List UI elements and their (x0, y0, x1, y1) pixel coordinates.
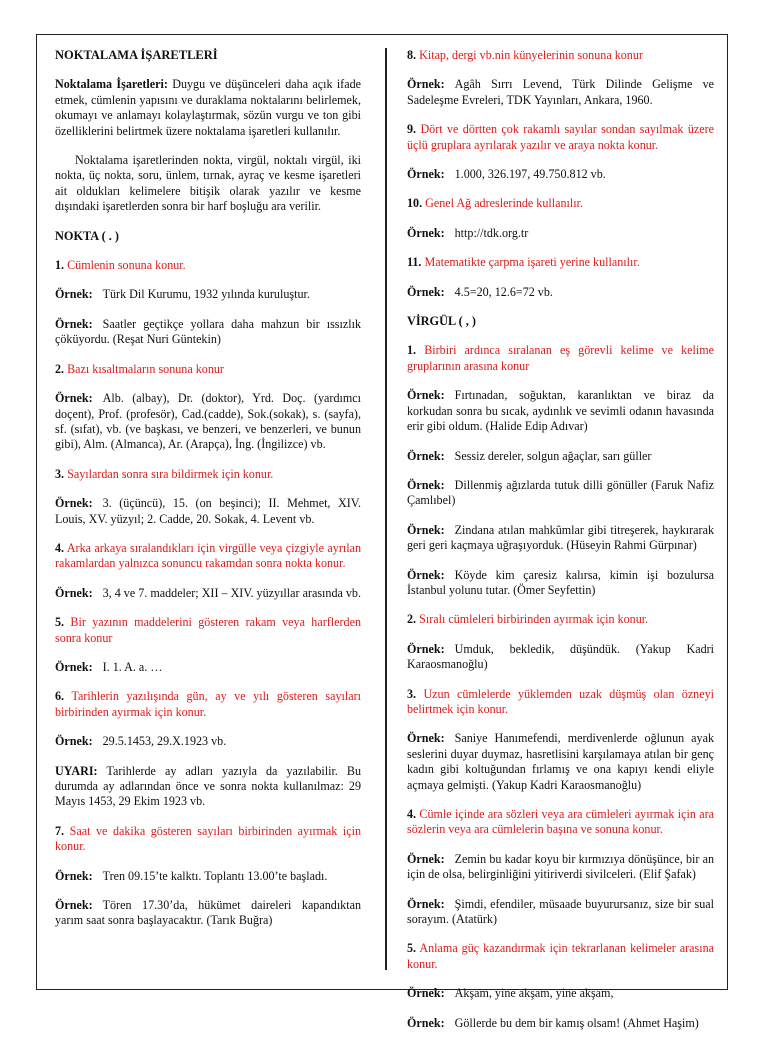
warning-note (55, 764, 361, 810)
rule-item (55, 362, 361, 377)
nokta-rules-right (407, 48, 714, 300)
rule-number: 10. (407, 196, 423, 211)
example-label: Örnek: (407, 851, 445, 866)
virgul-rules (407, 343, 714, 1031)
example-item (407, 852, 714, 883)
example-item (55, 317, 361, 348)
rule-text: Bir yazının maddelerini gösteren rakam veya harflerden sonra konur (55, 615, 361, 645)
example-label: Örnek: (55, 868, 93, 883)
warning-label: UYARI: (55, 763, 98, 778)
section-heading-nokta: NOKTA ( . ) (55, 228, 119, 243)
example-item (407, 897, 714, 928)
rule-text: Kitap, dergi vb.nin künyelerinin sonuna konur (419, 48, 643, 62)
rule-number: 3. (407, 686, 417, 701)
rule-item (407, 807, 714, 838)
example-text: Agâh Sırrı Levend, Türk Dilinde Gelişme ve Sadeleşme Evreleri, TDK Yayınları, Ankara, 1960. (407, 77, 714, 107)
rule-item (407, 122, 714, 153)
example-item (407, 568, 714, 599)
example-text: Göllerde bu dem bir kamış olsam! (Ahmet Haşim) (454, 1015, 699, 1030)
example-item (407, 226, 714, 241)
nokta-rule-7 (55, 824, 361, 929)
example-label: Örnek: (55, 316, 93, 331)
left-column (55, 48, 361, 943)
example-text: 3. (üçüncü), 15. (on beşinci); II. Mehmet, XIV. Louis, XV. yüzyıl; 2. Cadde, 20. Sokak, 4. Levent vb. (55, 496, 361, 526)
rule-number: 1. (55, 258, 65, 273)
rule-number: 4. (407, 807, 417, 821)
rule-item (407, 687, 714, 718)
rule-text: Tarihlerin yazılışında gün, ay ve yılı gösteren sayıları birbirinden ayırmak için konur. (55, 689, 361, 719)
example-item (407, 77, 714, 108)
example-text: Türk Dil Kurumu, 1932 yılında kuruluştur. (102, 287, 310, 302)
example-text: Tören 17.30’da, hükümet daireleri kapandıktan yarım saat sonra başlayacaktır. (Tarık Buğra) (55, 898, 361, 928)
example-item (407, 449, 714, 464)
rule-number: 3. (55, 466, 65, 481)
intro-term: Noktalama İşaretleri: (55, 77, 168, 92)
example-item (55, 391, 361, 453)
rule-text: Dört ve dörtten çok rakamlı sayılar sondan sayılmak üzere üçlü gruplara ayrılarak yazılır ve araya nokta konur. (407, 122, 714, 152)
example-label: Örnek: (55, 287, 93, 302)
example-label: Örnek: (407, 731, 445, 746)
rule-number: 9. (407, 122, 417, 137)
example-label: Örnek: (407, 522, 445, 537)
example-label: Örnek: (407, 77, 445, 92)
example-text: Sessiz dereler, solgun ağaçlar, sarı güller (454, 448, 652, 463)
example-label: Örnek: (55, 734, 93, 749)
column-divider (385, 48, 387, 970)
example-label: Örnek: (55, 659, 93, 674)
rule-number: 5. (407, 941, 417, 956)
example-label: Örnek: (55, 898, 93, 913)
example-text: Zindana atılan mahkûmlar gibi titreşerek, haykırarak geri geri kaçmaya uğraşıyorduk. (Hüseyin Rahmi Gürpınar) (407, 522, 714, 553)
rule-number: 7. (55, 823, 65, 838)
rule-item (407, 48, 714, 63)
rule-text: Saat ve dakika gösteren sayıları birbirinden ayırmak için konur. (55, 823, 361, 854)
example-text: Fırtınadan, soğuktan, karanlıktan ve biraz da korkudan sonra bu sıcak, aydınlık ve sevimli odanın havasında erir gibi oldum. (Halide Edip Adıvar) (407, 388, 714, 434)
example-text: Akşam, yine akşam, yine akşam, (454, 986, 614, 1001)
example-label: Örnek: (55, 496, 93, 511)
example-text: 29.5.1453, 29.X.1923 vb. (102, 734, 227, 749)
section-heading-virgul: VİRGÜL ( , ) (407, 314, 477, 329)
example-text: 1.000, 326.197, 49.750.812 vb. (454, 167, 606, 182)
rule-number: 2. (407, 612, 417, 627)
rule-text: Arka arkaya sıralandıkları için virgülle veya çizgiyle ayrılan rakamlardan yalnızca sonuncu rakamdan sonra nokta konur. (55, 540, 361, 571)
example-item (407, 285, 714, 300)
rule-text: Matematikte çarpma işareti yerine kullanılır. (424, 255, 640, 270)
intro-definition: Duygu ve düşünceleri daha açık ifade etmek, cümlenin yapısını ve duraklama noktalarını belirlemek, okumayı ve anlamayı kolaylaştırmak, sözün vurgu ve ton gibi özelliklerini belirtmek üzere noktalama işaretleri kullanılır. (55, 77, 361, 138)
example-label: Örnek: (55, 391, 93, 406)
rule-text: Sıralı cümleleri birbirinden ayırmak için konur. (419, 612, 649, 627)
example-item (55, 898, 361, 929)
example-item (407, 167, 714, 182)
example-item (407, 986, 714, 1001)
nokta-rules-left (55, 258, 361, 750)
example-label: Örnek: (407, 896, 445, 911)
example-text: Saatler geçtikçe yollara daha mahzun bir ıssızlık çöküyordu. (Reşat Nuri Güntekin) (55, 316, 361, 347)
rule-number: 6. (55, 689, 65, 704)
example-label: Örnek: (407, 477, 445, 492)
rule-item (407, 196, 714, 211)
example-label: Örnek: (407, 567, 445, 582)
rule-number: 2. (55, 361, 65, 376)
example-text: http://tdk.org.tr (454, 225, 529, 240)
rule-item (55, 615, 361, 646)
example-text: Saniye Hanımefendi, merdivenlerde oğlunun ayak seslerini duyar duymaz, hasretlisini karşılamaya atılan bir genç kadın gibi koltuğundan fırlamış ve ona kapıyı kendi eliyle açmaya gelmişti. (Yakup Kadri Karaosmanoğlu) (407, 731, 714, 792)
rule-item (407, 612, 714, 627)
example-item (55, 869, 361, 884)
example-item (55, 496, 361, 527)
rule-item (55, 689, 361, 720)
rule-text: Bazı kısaltmaların sonuna konur (67, 361, 224, 376)
example-item (407, 1016, 714, 1031)
example-label: Örnek: (407, 388, 445, 403)
example-item (55, 287, 361, 302)
rule-text: Uzun cümlelerde yüklemden uzak düşmüş olan özneyi belirtmek için konur. (407, 686, 715, 716)
intro-paragraph (55, 77, 361, 139)
example-label: Örnek: (407, 448, 445, 463)
rule-item (407, 941, 714, 972)
example-label: Örnek: (407, 284, 445, 299)
example-item (407, 523, 714, 554)
rule-text: Cümlenin sonuna konur. (67, 258, 186, 273)
document-title: NOKTALAMA İŞARETLERİ (55, 48, 218, 62)
example-label: Örnek: (407, 986, 445, 1001)
rule-item (407, 255, 714, 270)
example-text: Köyde kim çaresiz kalırsa, kimin işi bozulursa İstanbul yolunu tutar. (Ömer Seyfettin) (407, 567, 714, 597)
warning-text: Tarihlerde ay adları yazıyla da yazılabilir. Bu durumda ay adlarından önce ve sonra nokta kullanılmaz: 29 Mayıs 1453, 29 Ekim 1923 vb. (55, 763, 361, 809)
rule-number: 5. (55, 615, 65, 630)
rule-number: 1. (407, 343, 417, 358)
rule-item (55, 541, 361, 572)
example-text: Şimdi, efendiler, müsaade buyurursanız, size bir sual sorayım. (Atatürk) (407, 896, 714, 927)
example-text: Tren 09.15’te kalktı. Toplantı 13.00’te başladı. (102, 868, 328, 883)
right-column (407, 48, 714, 1045)
rule-item (55, 467, 361, 482)
example-item (407, 388, 714, 434)
example-label: Örnek: (407, 641, 445, 656)
rule-item (55, 824, 361, 855)
rule-number: 11. (407, 255, 422, 270)
rule-number: 4. (55, 540, 65, 555)
example-text: 3, 4 ve 7. maddeler; XII – XIV. yüzyıllar arasında vb. (102, 585, 361, 600)
example-text: 4.5=20, 12.6=72 vb. (454, 284, 553, 299)
rule-number: 8. (407, 48, 417, 62)
rule-text: Genel Ağ adreslerinde kullanılır. (425, 196, 584, 211)
intro-paragraph-2: Noktalama işaretlerinden nokta, virgül, noktalı virgül, iki nokta, üç nokta, soru, ünlem, tırnak, ayraç ve kesme işaretleri ait oldukları kelimelere bitişik olarak yazılır ve kesme dışındaki işaretlerden sonra bir harf boşluğu ara verilir. (55, 153, 361, 214)
example-label: Örnek: (55, 585, 93, 600)
example-item (407, 642, 714, 673)
rule-item (407, 343, 714, 374)
example-item (407, 478, 714, 509)
rule-text: Cümle içinde ara sözleri veya ara cümleleri ayırmak için ara sözlerin veya ara cümlelerin başına ve sonuna konur. (407, 807, 714, 837)
example-label: Örnek: (407, 1015, 445, 1030)
example-item (55, 586, 361, 601)
example-item (55, 660, 361, 675)
example-text: I. 1. A. a. … (102, 659, 163, 674)
rule-item (55, 258, 361, 273)
rule-text: Anlama güç kazandırmak için tekrarlanan kelimeler arasına konur. (407, 941, 714, 971)
example-text: Dillenmiş ağızlarda tutuk dilli gönüller (Faruk Nafiz Çamlıbel) (407, 477, 714, 508)
example-text: Umduk, bekledik, düşündük. (Yakup Kadri Karaosmanoğlu) (407, 641, 714, 672)
example-text: Alb. (albay), Dr. (doktor), Yrd. Doç. (yardımcı doçent), Prof. (profesör), Cad.(cadde), Sok.(sokak), s. (sayfa), sf. (sıfat), vb. (ve başkası, ve benzeri, ve benzerleri, ve bunun gibi), Alm. (Almanca), Ar. (Arapça), İng. (İngilizce) vb. (55, 391, 361, 452)
example-label: Örnek: (407, 167, 445, 182)
example-label: Örnek: (407, 225, 445, 240)
example-item (55, 734, 361, 749)
example-text: Zemin bu kadar koyu bir kırmızıya dönüşünce, bir an için de olsa, belirginliğini yitiriverdi sivilceleri. (Elif Şafak) (407, 851, 714, 882)
example-item (407, 731, 714, 793)
rule-text: Birbiri ardınca sıralanan eş görevli kelime ve kelime gruplarının arasına konur (407, 343, 714, 373)
rule-text: Sayılardan sonra sıra bildirmek için konur. (67, 466, 274, 481)
